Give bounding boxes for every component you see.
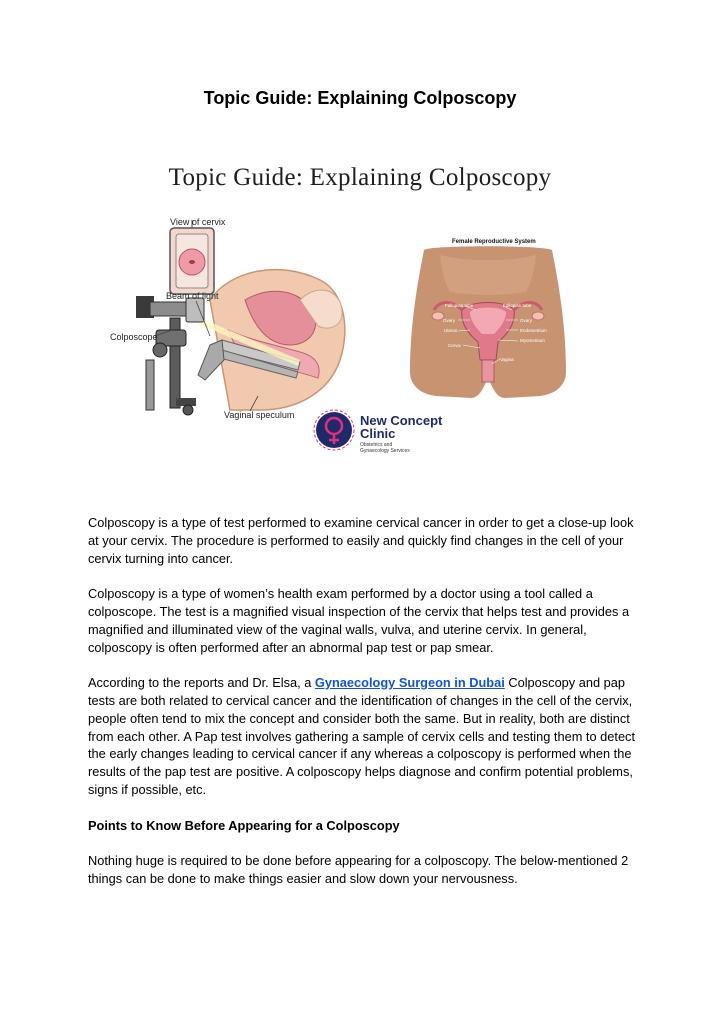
gynaecology-surgeon-link[interactable]: Gynaecology Surgeon in Dubai (314, 675, 505, 691)
label-fallopian-tube-right: Fallopian tube (503, 303, 532, 308)
paragraph (88, 674, 636, 799)
paragraph: Colposcopy is a type of women’s health exam performed by a doctor using a tool called a colposcope. The test is a magnified visual inspection of the cervix that helps test and provides a magnified and illuminated view of the vaginal walls, vulva, and uterine cervix. In general, colposcopy is often performed after an abnormal pap test or pap smear. (88, 586, 630, 655)
paragraph-text: Colposcopy and pap tests are both related to cervical cancer and the identification of changes in the cell of the cervix, people often tend to mix the concept and consider both the same. But in reality, both are distinct from each other. A Pap test involves gathering a sample of cervix cells and testing them to detect the early changes leading to cervical cancer if any whereas a colposcopy is performed when the results of the pap test are positive. A colposcopy helps diagnose and confirm potential problems, signs if possible, etc. (88, 675, 636, 797)
reproductive-system-illustration (410, 246, 566, 398)
label-colposcope: Colposcope (110, 332, 158, 342)
label-female-reproductive-system: Female Reproductive System (452, 239, 536, 245)
label-endometrium: Endometrium (520, 328, 547, 333)
page-title: Topic Guide: Explaining Colposcopy (203, 88, 517, 108)
logo-tagline-line1: Obstetrics and (360, 442, 393, 448)
label-vagina: Vagina (500, 357, 514, 362)
banner-image (88, 160, 634, 505)
label-view-of-cervix: View of cervix (170, 217, 226, 227)
logo-name-line2: Clinic (360, 426, 396, 441)
label-myometrium: Myometrium (520, 338, 545, 343)
label-fallopian-tube-left: Fallopian tube (445, 303, 474, 308)
label-cervix: Cervix (448, 343, 461, 348)
colposcopy-illustration (136, 220, 345, 415)
label-ovary-right: Ovary (520, 318, 533, 323)
banner-title: Topic Guide: Explaining Colposcopy (168, 164, 552, 191)
label-vaginal-speculum: Vaginal speculum (224, 410, 295, 420)
clinic-logo (314, 410, 354, 450)
logo-name-line1: New Concept (360, 413, 443, 428)
paragraph: Nothing huge is required to be done before appearing for a colposcopy. The below-mentioned 2 things can be done to make things easier and slow down your nervousness. (88, 853, 629, 886)
logo-tagline-line2: Gynaecology Services (360, 448, 410, 454)
label-uterus: Uterus (444, 328, 458, 333)
article-body (88, 514, 636, 906)
label-beam-of-light: Beam of light (166, 291, 219, 301)
paragraph: Colposcopy is a type of test performed to examine cervical cancer in order to get a close-up look at your cervix. The procedure is performed to easily and quickly find changes in the cell of your cervix turning into cancer. (88, 515, 634, 566)
paragraph-text: According to the reports and Dr. Elsa, a (88, 675, 315, 691)
section-heading: Points to Know Before Appearing for a Colposcopy (88, 817, 400, 833)
label-ovary-left: Ovary (443, 318, 456, 323)
